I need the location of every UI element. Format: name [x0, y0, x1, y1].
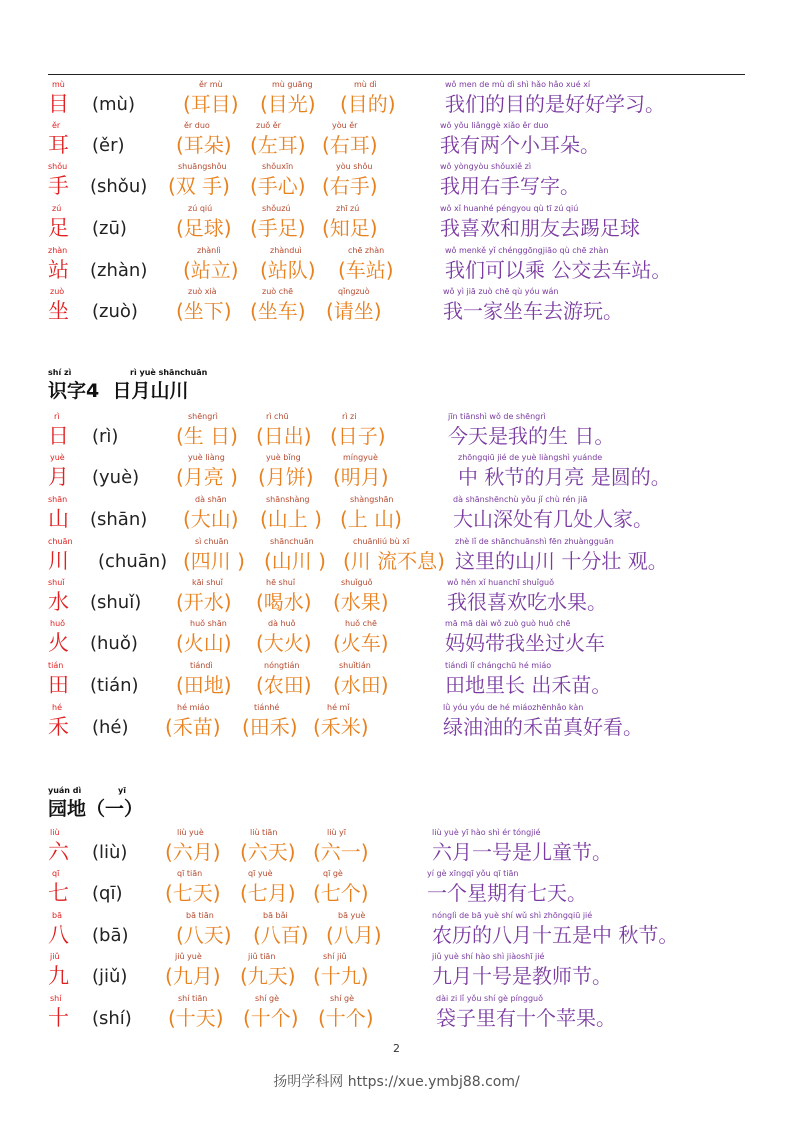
word-text: (手心) — [250, 174, 306, 198]
char-pinyin: liù — [50, 828, 60, 837]
sentence-text: 我们可以乘 公交去车站。 — [445, 258, 672, 282]
sentence-pinyin: lǜ yóu yóu de hé miáozhēnhǎo kàn — [443, 703, 584, 712]
word-pinyin: shí gè — [330, 994, 355, 1003]
word-pinyin: shēngrì — [188, 412, 218, 421]
pinyin-text: (huǒ) — [90, 633, 138, 654]
pinyin-text: (mù) — [92, 94, 135, 115]
char-pinyin: rì — [54, 412, 60, 421]
word-text: (八月) — [326, 923, 382, 947]
word-pinyin: míngyuè — [343, 453, 378, 462]
word-pinyin: shuāngshǒu — [178, 162, 227, 171]
word-pinyin: huǒ shān — [190, 619, 227, 628]
word-pinyin: tiándì — [190, 661, 213, 670]
word-pinyin: shǒuzú — [262, 204, 291, 213]
word-text: (九月) — [165, 964, 221, 988]
sentence-pinyin: wǒ xǐ huanhé péngyou qù tī zú qiú — [440, 204, 579, 213]
word-text: (六天) — [240, 840, 296, 864]
word-pinyin: nóngtián — [264, 661, 300, 670]
word-text: (十个) — [318, 1006, 374, 1030]
vocab-row — [0, 287, 793, 328]
vocab-row — [0, 911, 793, 952]
word-pinyin: sì chuān — [195, 537, 229, 546]
pinyin-text: (shān) — [90, 509, 148, 530]
char-pinyin: yuè — [50, 453, 65, 462]
word-text: (耳朵) — [176, 133, 232, 157]
char-pinyin: chuān — [48, 537, 73, 546]
word-pinyin: jiǔ tiān — [248, 952, 276, 961]
sentence-text: 绿油油的禾苗真好看。 — [443, 715, 643, 739]
sentence-pinyin: zhōngqiū jié de yuè liàngshì yuánde — [458, 453, 603, 462]
sentence-text: 我们的目的是好好学习。 — [445, 92, 665, 116]
word-text: (田禾) — [242, 715, 298, 739]
word-text: (十个) — [243, 1006, 299, 1030]
char-text: 山 — [48, 507, 69, 531]
word-text: (车站) — [338, 258, 394, 282]
word-pinyin: mù guāng — [272, 80, 313, 89]
pinyin-text: (ěr) — [92, 135, 125, 156]
section-title-pinyin-a: yuán dì — [48, 786, 82, 795]
word-text: (山川 ) — [264, 549, 326, 573]
char-pinyin: zuò — [50, 287, 65, 296]
section-title-pinyin-b: rì yuè shānchuān — [130, 368, 208, 377]
char-pinyin: tián — [48, 661, 64, 670]
char-pinyin: shí — [50, 994, 62, 1003]
vocab-row — [0, 869, 793, 910]
top-rule — [48, 74, 745, 75]
pinyin-text: (rì) — [92, 426, 119, 447]
sentence-pinyin: wǒ yì jiā zuò chē qù yóu wán — [443, 287, 559, 296]
char-pinyin: shǒu — [48, 162, 68, 171]
word-text: (明月) — [333, 465, 389, 489]
char-text: 六 — [48, 840, 69, 864]
word-text: (左耳) — [250, 133, 306, 157]
sentence-text: 九月十号是教师节。 — [432, 964, 612, 988]
word-text: (耳目) — [183, 92, 239, 116]
word-text: (六一) — [313, 840, 369, 864]
char-text: 禾 — [48, 715, 69, 739]
word-text: (知足) — [322, 216, 378, 240]
pinyin-text: (zuò) — [92, 301, 138, 322]
char-text: 十 — [48, 1006, 69, 1030]
word-pinyin: hē shuǐ — [266, 578, 296, 587]
section-title-text: 园地（一） — [48, 798, 144, 820]
char-pinyin: qī — [52, 869, 60, 878]
word-pinyin: zuǒ ěr — [256, 121, 281, 130]
word-pinyin: shàngshān — [350, 495, 394, 504]
word-pinyin: ěr mù — [199, 80, 223, 89]
word-pinyin: shí tiān — [178, 994, 208, 1003]
word-pinyin: shānshàng — [266, 495, 310, 504]
word-text: (上 山) — [340, 507, 402, 531]
word-text: (开水) — [176, 590, 232, 614]
vocab-row — [0, 495, 793, 536]
word-text: (坐下) — [176, 299, 232, 323]
pinyin-text: (tián) — [90, 675, 139, 696]
section-title-pinyin-a: shí zì — [48, 368, 72, 377]
word-text: (农田) — [256, 673, 312, 697]
sentence-text: 我很喜欢吃水果。 — [447, 590, 607, 614]
word-text: (目的) — [340, 92, 396, 116]
word-pinyin: bā tiān — [186, 911, 214, 920]
char-text: 月 — [48, 465, 69, 489]
word-text: (月饼) — [258, 465, 314, 489]
vocab-row — [0, 537, 793, 578]
word-text: (日子) — [330, 424, 386, 448]
char-pinyin: zhàn — [48, 246, 68, 255]
sentence-text: 六月一号是儿童节。 — [432, 840, 612, 864]
word-text: (六月) — [165, 840, 221, 864]
char-text: 足 — [48, 216, 69, 240]
word-text: (大火) — [256, 631, 312, 655]
vocab-row — [0, 412, 793, 453]
pinyin-text: (zhàn) — [90, 260, 148, 281]
char-text: 目 — [48, 92, 69, 116]
sentence-pinyin: dà shānshēnchù yǒu jǐ chù rén jiā — [453, 495, 588, 504]
sentence-text: 农历的八月十五是中 秋节。 — [432, 923, 679, 947]
word-pinyin: shí gè — [255, 994, 280, 1003]
char-text: 火 — [48, 631, 69, 655]
vocab-row — [0, 453, 793, 494]
word-pinyin: yuè bǐng — [266, 453, 301, 462]
word-pinyin: qī yuè — [248, 869, 273, 878]
char-pinyin: bā — [52, 911, 62, 920]
word-pinyin: yuè liàng — [188, 453, 225, 462]
pinyin-text: (qī) — [92, 883, 123, 904]
word-pinyin: liù yī — [327, 828, 347, 837]
word-pinyin: bā bǎi — [263, 911, 288, 920]
word-pinyin: qī tiān — [177, 869, 203, 878]
sentence-pinyin: zhè lǐ de shānchuānshì fēn zhuàngguān — [455, 537, 614, 546]
char-pinyin: shuǐ — [48, 578, 65, 587]
char-pinyin: hé — [52, 703, 62, 712]
word-pinyin: zú qiú — [188, 204, 213, 213]
sentence-pinyin: jīn tiānshì wǒ de shēngrì — [448, 412, 546, 421]
word-pinyin: tiánhé — [254, 703, 280, 712]
word-pinyin: chē zhàn — [348, 246, 385, 255]
word-pinyin: huǒ chē — [345, 619, 377, 628]
word-text: (山上 ) — [260, 507, 322, 531]
char-text: 站 — [48, 258, 69, 282]
word-pinyin: jiǔ yuè — [175, 952, 202, 961]
char-text: 耳 — [48, 133, 69, 157]
word-pinyin: zhànlì — [197, 246, 221, 255]
word-pinyin: chuānliú bù xī — [353, 537, 410, 546]
pinyin-text: (bā) — [92, 925, 129, 946]
vocab-row — [0, 619, 793, 660]
word-text: (七个) — [313, 881, 369, 905]
vocab-row — [0, 204, 793, 245]
word-text: (手足) — [250, 216, 306, 240]
sentence-text: 我喜欢和朋友去踢足球 — [440, 216, 640, 240]
sentence-text: 我用右手写字。 — [440, 174, 580, 198]
word-text: (火车) — [333, 631, 389, 655]
word-pinyin: zuò chē — [262, 287, 294, 296]
word-text: (禾苗) — [165, 715, 221, 739]
word-pinyin: hé mǐ — [327, 703, 350, 712]
word-pinyin: kāi shuǐ — [192, 578, 223, 587]
word-text: (七月) — [240, 881, 296, 905]
word-text: (大山) — [183, 507, 239, 531]
word-text: (火山) — [176, 631, 232, 655]
word-text: (坐车) — [250, 299, 306, 323]
vocab-row — [0, 994, 793, 1035]
word-text: (月亮 ) — [176, 465, 238, 489]
word-pinyin: zhī zú — [336, 204, 360, 213]
char-text: 水 — [48, 590, 69, 614]
word-pinyin: yòu ěr — [332, 121, 358, 130]
char-text: 九 — [48, 964, 69, 988]
char-text: 川 — [48, 549, 69, 573]
word-text: (七天) — [165, 881, 221, 905]
vocab-row — [0, 661, 793, 702]
word-pinyin: rì zi — [342, 412, 357, 421]
pinyin-text: (yuè) — [92, 467, 140, 488]
vocab-row — [0, 952, 793, 993]
vocab-row — [0, 578, 793, 619]
vocab-row — [0, 246, 793, 287]
word-text: (十九) — [313, 964, 369, 988]
word-text: (生 日) — [176, 424, 238, 448]
word-text: (喝水) — [256, 590, 312, 614]
word-pinyin: dà shān — [195, 495, 227, 504]
word-text: (目光) — [260, 92, 316, 116]
word-text: (水田) — [333, 673, 389, 697]
word-text: (日出) — [256, 424, 312, 448]
section-title-pinyin-b: yī — [118, 786, 126, 795]
char-text: 八 — [48, 923, 69, 947]
word-pinyin: dà huǒ — [268, 619, 296, 628]
sentence-pinyin: wǒ yòngyòu shǒuxiě zì — [440, 162, 532, 171]
word-text: (双 手) — [168, 174, 230, 198]
page-number: 2 — [393, 1042, 400, 1055]
word-text: (田地) — [176, 673, 232, 697]
word-text: (请坐) — [326, 299, 382, 323]
word-pinyin: bā yuè — [338, 911, 366, 920]
word-pinyin: zuò xià — [188, 287, 217, 296]
sentence-pinyin: wǒ men de mù dì shì hǎo hǎo xué xí — [445, 80, 591, 89]
word-pinyin: yòu shǒu — [336, 162, 373, 171]
sentence-pinyin: yí gè xīngqī yǒu qī tiān — [427, 869, 519, 878]
word-text: (十天) — [168, 1006, 224, 1030]
word-text: (足球) — [176, 216, 232, 240]
sentence-text: 我有两个小耳朵。 — [440, 133, 600, 157]
sentence-pinyin: mā mā dài wǒ zuò guò huǒ chē — [445, 619, 571, 628]
word-text: (右手) — [322, 174, 378, 198]
word-pinyin: liù yuè — [177, 828, 204, 837]
section-title-text: 识字4 日月山川 — [48, 380, 189, 402]
word-text: (禾米) — [313, 715, 369, 739]
pinyin-text: (liù) — [92, 842, 128, 863]
sentence-text: 一个星期有七天。 — [427, 881, 587, 905]
pinyin-text: (chuān) — [98, 551, 168, 572]
char-text: 七 — [48, 881, 69, 905]
char-pinyin: ěr — [52, 121, 61, 130]
char-text: 日 — [48, 424, 69, 448]
vocab-row — [0, 80, 793, 121]
word-pinyin: qǐngzuò — [338, 287, 370, 296]
sentence-text: 田地里长 出禾苗。 — [445, 673, 612, 697]
sentence-text: 中 秋节的月亮 是圆的。 — [458, 465, 671, 489]
pinyin-text: (shuǐ) — [90, 592, 142, 613]
word-pinyin: shǒuxīn — [262, 162, 294, 171]
word-text: (右耳) — [322, 133, 378, 157]
sentence-text: 我一家坐车去游玩。 — [443, 299, 623, 323]
word-text: (八百) — [253, 923, 309, 947]
sentence-text: 袋子里有十个苹果。 — [436, 1006, 616, 1030]
sentence-text: 这里的山川 十分壮 观。 — [455, 549, 668, 573]
pinyin-text: (zū) — [92, 218, 127, 239]
pinyin-text: (shí) — [92, 1008, 132, 1029]
word-text: (八天) — [176, 923, 232, 947]
char-pinyin: shān — [48, 495, 68, 504]
sentence-pinyin: wǒ menkě yǐ chénggōngjiāo qù chē zhàn — [445, 246, 609, 255]
word-text: (九天) — [240, 964, 296, 988]
word-pinyin: zhànduì — [270, 246, 302, 255]
sentence-pinyin: wǒ hěn xǐ huanchī shuǐguǒ — [447, 578, 555, 587]
word-pinyin: hé miáo — [177, 703, 210, 712]
footer-watermark: 扬明学科网 https://xue.ymbj88.com/ — [273, 1074, 520, 1090]
word-pinyin: liù tiān — [250, 828, 278, 837]
word-pinyin: ěr duo — [184, 121, 210, 130]
char-text: 田 — [48, 673, 69, 697]
word-text: (站立) — [183, 258, 239, 282]
pinyin-text: (jiǔ) — [92, 966, 128, 987]
sentence-text: 妈妈带我坐过火车 — [445, 631, 605, 655]
sentence-text: 大山深处有几处人家。 — [453, 507, 653, 531]
word-pinyin: shí jiǔ — [323, 952, 347, 961]
sentence-pinyin: nónglì de bā yuè shí wǔ shì zhōngqiū jié — [432, 911, 593, 920]
char-text: 手 — [48, 174, 69, 198]
sentence-pinyin: jiǔ yuè shí hào shì jiàoshī jié — [432, 952, 545, 961]
pinyin-text: (shǒu) — [90, 176, 148, 197]
sentence-pinyin: wǒ yǒu liǎnggè xiǎo ěr duo — [440, 121, 549, 130]
word-text: (水果) — [333, 590, 389, 614]
word-pinyin: shuǐtián — [339, 661, 371, 670]
word-pinyin: qī gè — [323, 869, 343, 878]
vocab-row — [0, 828, 793, 869]
word-text: (川 流不息) — [343, 549, 445, 573]
word-text: (站队) — [260, 258, 316, 282]
pinyin-text: (hé) — [92, 717, 129, 738]
word-text: (四川 ) — [183, 549, 245, 573]
vocab-row — [0, 162, 793, 203]
word-pinyin: mù dì — [354, 80, 377, 89]
word-pinyin: rì chū — [266, 412, 289, 421]
sentence-pinyin: liù yuè yī hào shì ér tóngjié — [432, 828, 541, 837]
vocab-row — [0, 703, 793, 744]
vocab-row — [0, 121, 793, 162]
word-pinyin: shānchuān — [270, 537, 314, 546]
char-pinyin: huǒ — [50, 619, 66, 628]
char-pinyin: jiǔ — [50, 952, 60, 961]
sentence-text: 今天是我的生 日。 — [448, 424, 615, 448]
word-pinyin: shuǐguǒ — [341, 578, 373, 587]
char-pinyin: mù — [52, 80, 65, 89]
char-text: 坐 — [48, 299, 69, 323]
char-pinyin: zú — [52, 204, 62, 213]
sentence-pinyin: tiándì lǐ chángchū hé miáo — [445, 661, 552, 670]
sentence-pinyin: dài zi lǐ yǒu shí gè píngguǒ — [436, 994, 543, 1003]
